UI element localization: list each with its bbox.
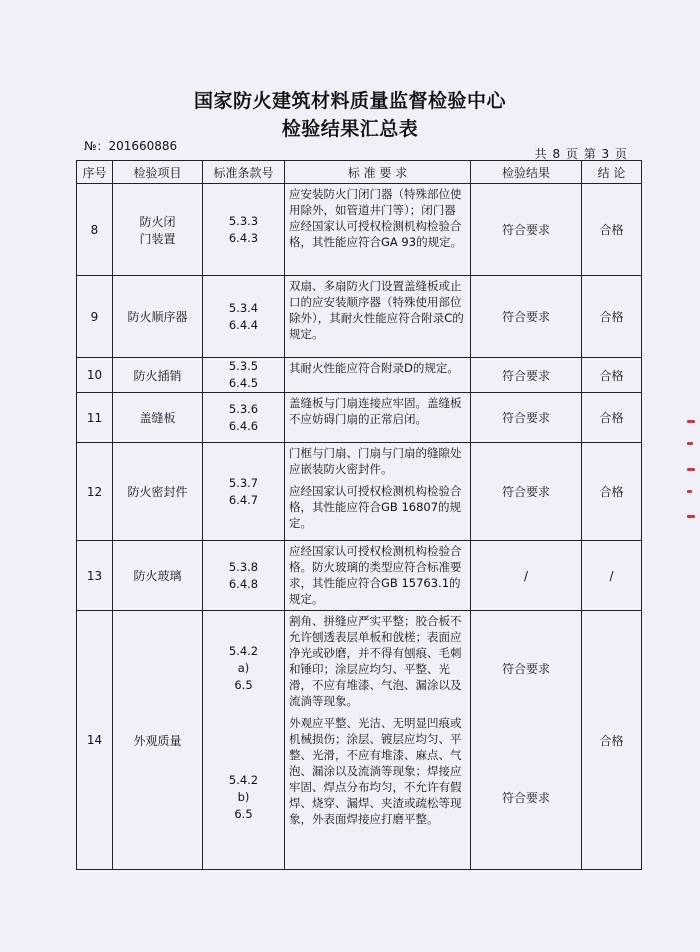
requirement-a: 割角、拼缝应严实平整；胶合板不允许刨透表层单板和戗槎；表面应净光或砂磨，并不得有刨痕、毛刺和锤印；涂层应均匀、平整、光滑，不应有堆漆、气泡、漏涂以及流淌等现象。: [289, 614, 462, 708]
col-header-item: 检验项目: [113, 161, 203, 184]
test-result: 符合要求: [471, 393, 582, 443]
standard-clause: 5.3.6 6.4.6: [203, 393, 285, 443]
requirement-b: 外观应平整、光洁、无明显凹痕或机械损伤；涂层、镀层应均匀、平整、光滑，不应有堆漆、麻点、气泡、漏涂以及流淌等现象；焊接应牢固、焊点分布均匀，不允许有假焊、烧穿、漏焊、夹渣或疏松等现象，外表面焊接应打磨平整。: [289, 716, 462, 826]
conclusion: /: [582, 541, 642, 611]
row-number: 14: [77, 611, 113, 870]
conclusion: 合格: [582, 443, 642, 541]
table-row: [77, 541, 642, 611]
row-number: 10: [77, 358, 113, 393]
table-row: [77, 276, 642, 358]
requirement: 盖缝板与门扇连接应牢固。盖缝板不应妨碍门扇的正常启闭。: [285, 393, 471, 443]
requirement: 门框与门扇、门扇与门扇的缝隙处应嵌装防火密封件。 应经国家认可授权检测机构检验合格，其性能应符合GB 16807的规定。: [285, 443, 471, 541]
standard-clause: 5.3.5 6.4.5: [203, 358, 285, 393]
table-row: [77, 184, 642, 276]
test-item: 防火密封件: [113, 443, 203, 541]
col-header-clause: 标准条款号: [203, 161, 285, 184]
row-number: 13: [77, 541, 113, 611]
clause-b: 5.4.2 b) 6.5: [228, 772, 259, 821]
conclusion: 合格: [582, 276, 642, 358]
test-item: 防火玻璃: [113, 541, 203, 611]
result-a: 符合要求: [501, 661, 550, 676]
test-item: 外观质量: [113, 611, 203, 870]
requirement: 应经国家认可授权检测机构检验合格。防火玻璃的类型应符合标准要求，其性能应符合GB 15763.1的规定。: [285, 541, 471, 611]
table-row: [77, 393, 642, 443]
requirement: 双扇、多扇防火门设置盖缝板或止口的应安装顺序器（特殊使用部位除外），其耐火性能应符合附录C的规定。: [285, 276, 471, 358]
table-row: [77, 611, 642, 870]
standard-clause: 5.3.8 6.4.8: [203, 541, 285, 611]
red-stamp-edge-marks: [687, 420, 697, 540]
standard-clause: 5.3.7 6.4.7: [203, 443, 285, 541]
conclusion: 合格: [582, 358, 642, 393]
requirement: [285, 611, 471, 870]
conclusion: 合格: [582, 393, 642, 443]
row-number: 12: [77, 443, 113, 541]
col-header-result: 检验结果: [471, 161, 582, 184]
report-number: №：201660886: [84, 139, 178, 153]
requirement: 应安装防火门闭门器（特殊部位使用除外，如管道井门等）；闭门器应经国家认可授权检测机构检验合格，其性能应符合GA 93的规定。: [285, 184, 471, 276]
col-header-conclusion: 结 论: [582, 161, 642, 184]
clause-a: 5.4.2 a) 6.5: [228, 643, 259, 692]
doc-title: 检验结果汇总表: [281, 118, 419, 140]
requirement: 其耐火性能应符合附录D的规定。: [285, 358, 471, 393]
result-b: 符合要求: [501, 790, 550, 805]
org-title: 国家防火建筑材料质量监督检验中心: [193, 90, 506, 112]
test-result: 符合要求: [471, 276, 582, 358]
row-number: 11: [77, 393, 113, 443]
table-header-row: [77, 161, 642, 184]
standard-clause: [203, 611, 285, 870]
col-header-no: 序号: [77, 161, 113, 184]
page-info: 共 8 页 第 3 页: [534, 147, 628, 161]
test-item: 盖缝板: [113, 393, 203, 443]
standard-clause: 5.3.3 6.4.3: [203, 184, 285, 276]
standard-clause: 5.3.4 6.4.4: [203, 276, 285, 358]
test-result: 符合要求: [471, 184, 582, 276]
test-result: /: [471, 541, 582, 611]
results-table: [76, 160, 642, 870]
conclusion: 合格: [582, 184, 642, 276]
test-item: 防火闭 门装置: [113, 184, 203, 276]
test-result: [471, 611, 582, 870]
row-number: 8: [77, 184, 113, 276]
test-result: 符合要求: [471, 443, 582, 541]
conclusion: 合格: [582, 611, 642, 870]
test-item: 防火顺序器: [113, 276, 203, 358]
table-row: [77, 443, 642, 541]
row-number: 9: [77, 276, 113, 358]
col-header-requirement: 标 准 要 求: [285, 161, 471, 184]
test-result: 符合要求: [471, 358, 582, 393]
test-item: 防火插销: [113, 358, 203, 393]
table-row: [77, 358, 642, 393]
